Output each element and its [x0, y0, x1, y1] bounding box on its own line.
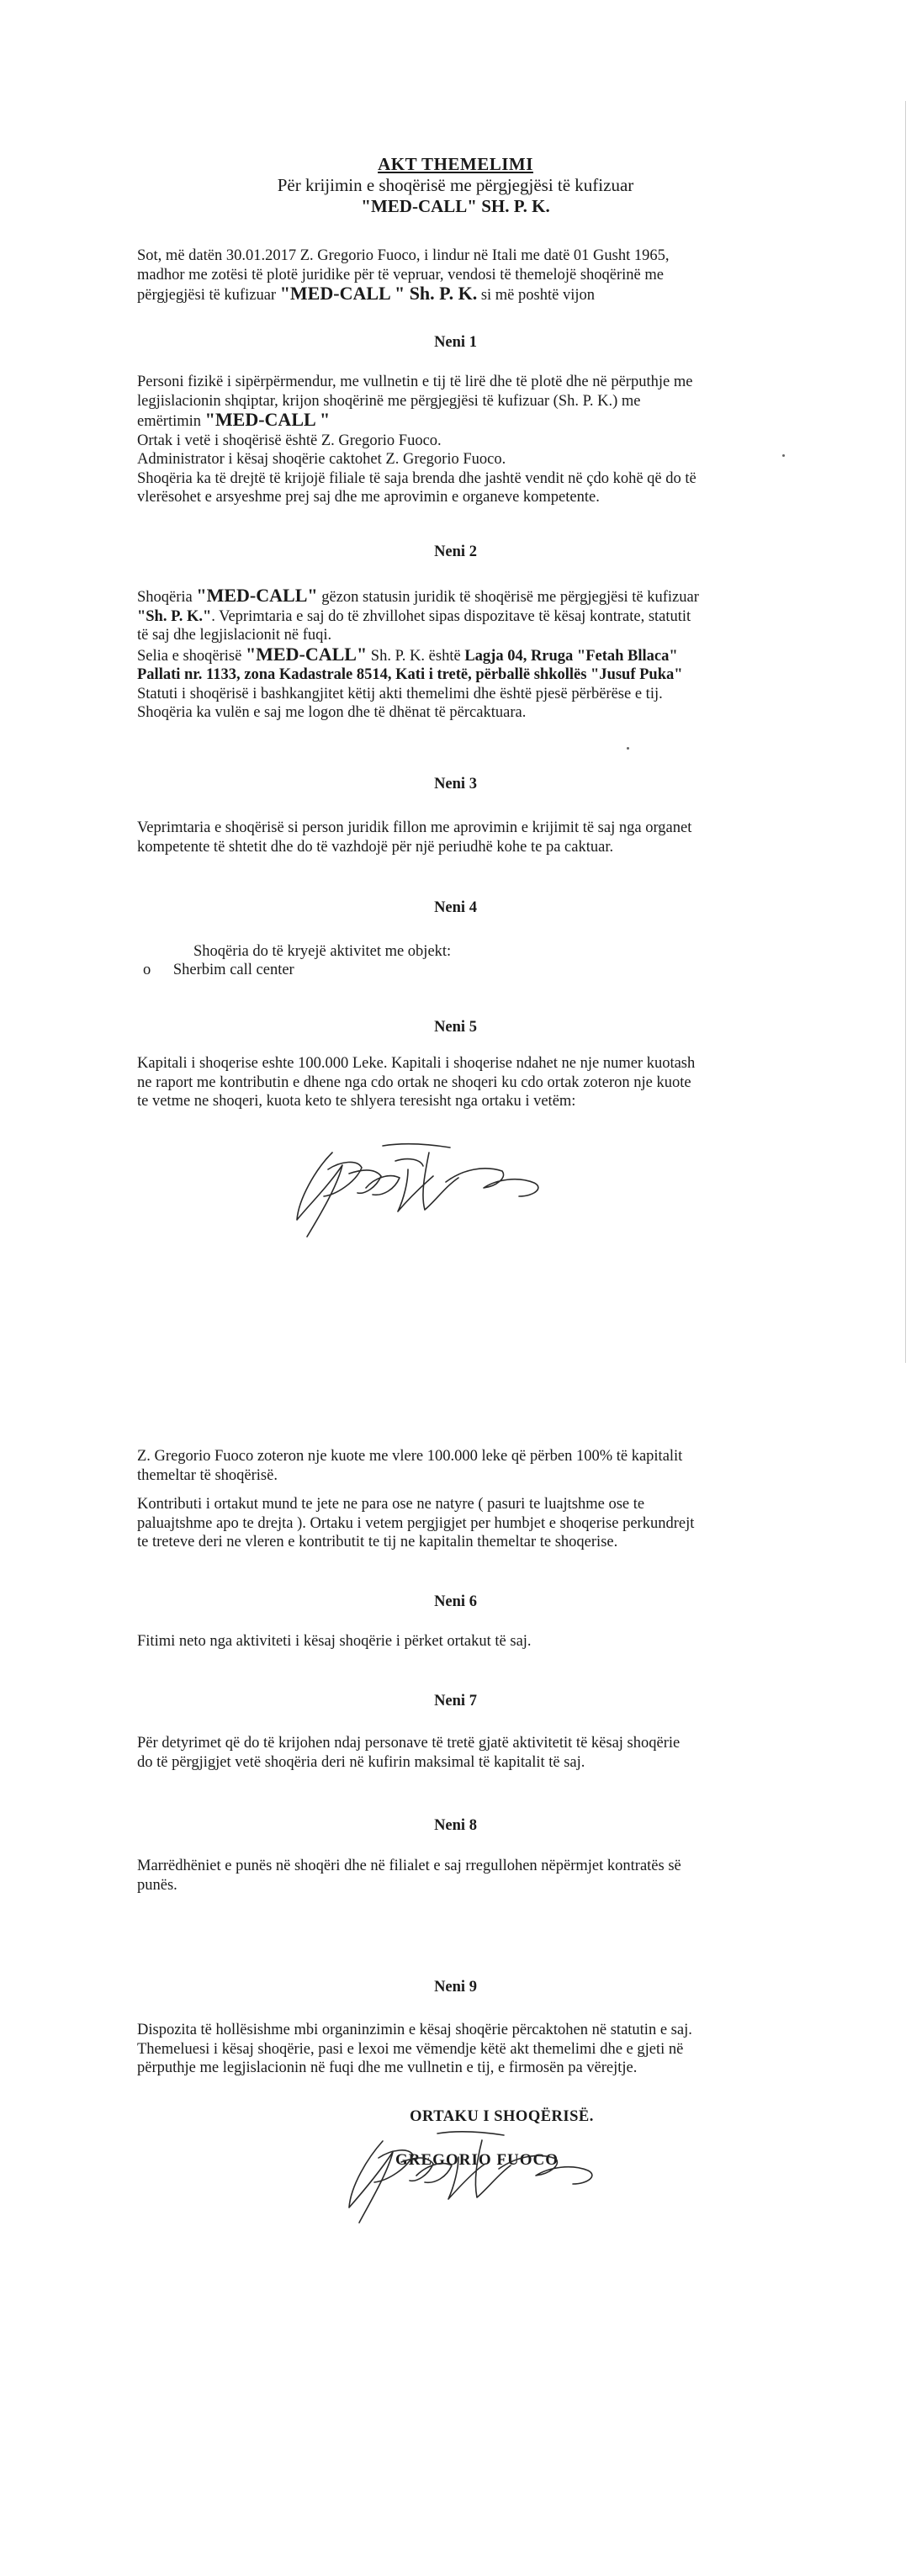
article-8-heading: Neni 8: [434, 1817, 477, 1834]
article-line: Kapitali i shoqerise eshte 100.000 Leke. Kapitali i shoqerise ndahet ne nje numer kuotash: [137, 1055, 696, 1072]
company-name-inline: "MED-CALL " Sh. P. K.: [279, 283, 478, 304]
company-name-heading: "MED-CALL" SH. P. K.: [361, 196, 550, 216]
article-line: Kontributi i ortakut mund te jete ne para ose ne natyre ( pasuri te luajtshme ose te: [137, 1496, 645, 1513]
article-line: kompetente të shtetit dhe do të vazhdojë për një periudhë kohe te pa caktuar.: [137, 838, 614, 856]
intro-line: përgjegjësi të kufizuar "MED-CALL " Sh. P. K. si më poshtë vijon: [137, 283, 595, 304]
company-name-inline: "MED-CALL": [245, 643, 368, 665]
intro-line: Sot, më datën 30.01.2017 Z. Gregorio Fuoco, i lindur në Itali me datë 01 Gusht 1965,: [137, 247, 670, 264]
article-line: te treteve deri ne vleren e kontributit te tij ne kapitalin themeltar te shoqerise.: [137, 1534, 618, 1550]
article-9-heading: Neni 9: [434, 1979, 477, 1996]
activity-list-item: [143, 962, 294, 979]
article-1-body: [137, 373, 827, 507]
article-line: përputhje me legjislacionin në fuqi dhe me vullnetin e tij, e firmosën pa vërejtje.: [137, 2059, 638, 2076]
article-line: Selia e shoqërisë "MED-CALL" Sh. P. K. është Lagja 04, Rruga "Fetah Bllaca": [137, 643, 678, 665]
article-2-body: [137, 586, 827, 723]
article-6-body: [137, 1632, 827, 1651]
article-line: ne raport me kontributin e dhene nga cdo ortak ne shoqeri ku cdo ortak zoteron nje kuote: [137, 1073, 691, 1091]
article-line: Marrëdhëniet e punës në shoqëri dhe në filialet e saj rregullohen nëpërmjet kontratës së: [137, 1858, 681, 1874]
document-title: AKT THEMELIMI: [378, 154, 533, 174]
article-line: Veprimtaria e shoqërisë si person juridik fillon me aprovimin e krijimit të saj nga organet: [137, 819, 692, 836]
article-3-body: [137, 819, 827, 856]
article-line: Ortak i vetë i shoqërisë është Z. Gregorio Fuoco.: [137, 432, 442, 449]
article-line: legjislacionin shqiptar, krijon shoqërinë me përgjegjësi të kufizuar (Sh. P. K.) me: [137, 392, 641, 410]
article-line: vlerësohet e arsyeshme prej saj dhe me aprovimin e organeve kompetente.: [137, 489, 600, 506]
article-line: Administrator i kësaj shoqërie caktohet Z. Gregorio Fuoco.: [137, 451, 506, 468]
article-line: të saj dhe legjislacionit në fuqi.: [137, 627, 332, 644]
handwritten-signature: [332, 2120, 635, 2229]
article-7-heading: Neni 7: [434, 1693, 477, 1709]
article-6-heading: Neni 6: [434, 1593, 477, 1610]
capital-share-paragraph: [137, 1447, 827, 1485]
article-5-heading: Neni 5: [434, 1019, 477, 1036]
article-1-heading: Neni 1: [434, 334, 477, 351]
bullet-icon: o: [143, 962, 151, 978]
article-line: Z. Gregorio Fuoco zoteron nje kuote me vlere 100.000 leke që përben 100% të kapitalit: [137, 1448, 683, 1465]
article-line: Fitimi neto nga aktiviteti i kësaj shoqërie i përket ortakut të saj.: [137, 1633, 532, 1650]
article-line: te vetme ne shoqeri, kuota keto te shlyera teresisht nga ortaku i vetëm:: [137, 1093, 576, 1110]
article-line: do të përgjigjet vetë shoqëria deri në kufirin maksimal të kapitalit të saj.: [137, 1753, 585, 1771]
handwritten-signature: [282, 1136, 601, 1245]
article-line: Shoqëria ka vulën e saj me logon dhe të dhënat të përcaktuara.: [137, 704, 527, 721]
article-line: Për detyrimet që do të krijohen ndaj personave të tretë gjatë aktivitetit të kësaj shoqërie: [137, 1735, 681, 1752]
article-line: "Sh. P. K.". Veprimtaria e saj do të zhvillohet sipas dispozitave të kësaj kontrate, statutit: [137, 607, 691, 625]
article-line: Shoqëria "MED-CALL" gëzon statusin juridik të shoqërisë me përgjegjësi të kufizuar: [137, 585, 699, 606]
article-4-heading: Neni 4: [434, 899, 477, 916]
article-line: Statuti i shoqërisë i bashkangjitet këtij akti themelimi dhe është pjesë përbërëse e tij.: [137, 685, 663, 702]
article-line: punës.: [137, 1876, 177, 1894]
article-5-body: [137, 1054, 827, 1111]
article-3-heading: Neni 3: [434, 776, 477, 792]
company-name-inline: "MED-CALL": [196, 585, 318, 606]
intro-paragraph: [137, 246, 827, 305]
article-2-heading: Neni 2: [434, 543, 477, 560]
company-name-inline: "MED-CALL ": [204, 409, 331, 430]
article-8-body: [137, 1857, 827, 1895]
article-line: Pallati nr. 1133, zona Kadastrale 8514, Kati i tretë, përballë shkollës "Jusuf Puka": [137, 666, 683, 683]
article-line: Themeluesi i kësaj shoqërie, pasi e lexoi me vëmendje këtë akt themelimi dhe e gjeti në: [137, 2040, 684, 2058]
article-line: Dispozita të hollësishme mbi organinzimin e kësaj shoqërie përcaktohen në statutin e saj.: [137, 2022, 692, 2038]
article-line: Shoqëria ka të drejtë të krijojë filiale të saja brenda dhe jashtë vendit në çdo kohë që do të: [137, 469, 696, 487]
scan-speck: [782, 454, 785, 457]
article-line: emërtimin "MED-CALL ": [137, 409, 331, 430]
page-edge-line: [905, 101, 906, 1363]
article-line: themeltar të shoqërisë.: [137, 1466, 278, 1484]
signatory-role: ORTAKU I SHOQËRISË.: [410, 2108, 594, 2125]
article-line: paluajtshme apo te drejta ). Ortaku i vetem pergjigjet per humbjet e shoqerise perkundrejt: [137, 1514, 695, 1532]
activity-label: Sherbim call center: [172, 962, 294, 978]
contribution-paragraph: [137, 1495, 827, 1552]
article-line: Personi fizikë i sipërpërmendur, me vullnetin e tij të lirë dhe të plotë dhe në përputhje me: [137, 374, 693, 390]
scan-speck: [627, 747, 629, 750]
page-2: [0, 1380, 911, 2576]
intro-line: madhor me zotësi të plotë juridike për të vepruar, vendosi të themelojë shoqërinë me: [137, 266, 664, 284]
signatory-name: GREGORIO FUOCO: [395, 2151, 559, 2169]
article-7-body: [137, 1734, 827, 1772]
article-9-body: [137, 2021, 827, 2078]
document-subtitle: Për krijimin e shoqërisë me përgjegjësi të kufizuar: [277, 175, 634, 195]
article-4-intro: Shoqëria do të kryejë aktivitet me objekt:: [193, 943, 452, 960]
